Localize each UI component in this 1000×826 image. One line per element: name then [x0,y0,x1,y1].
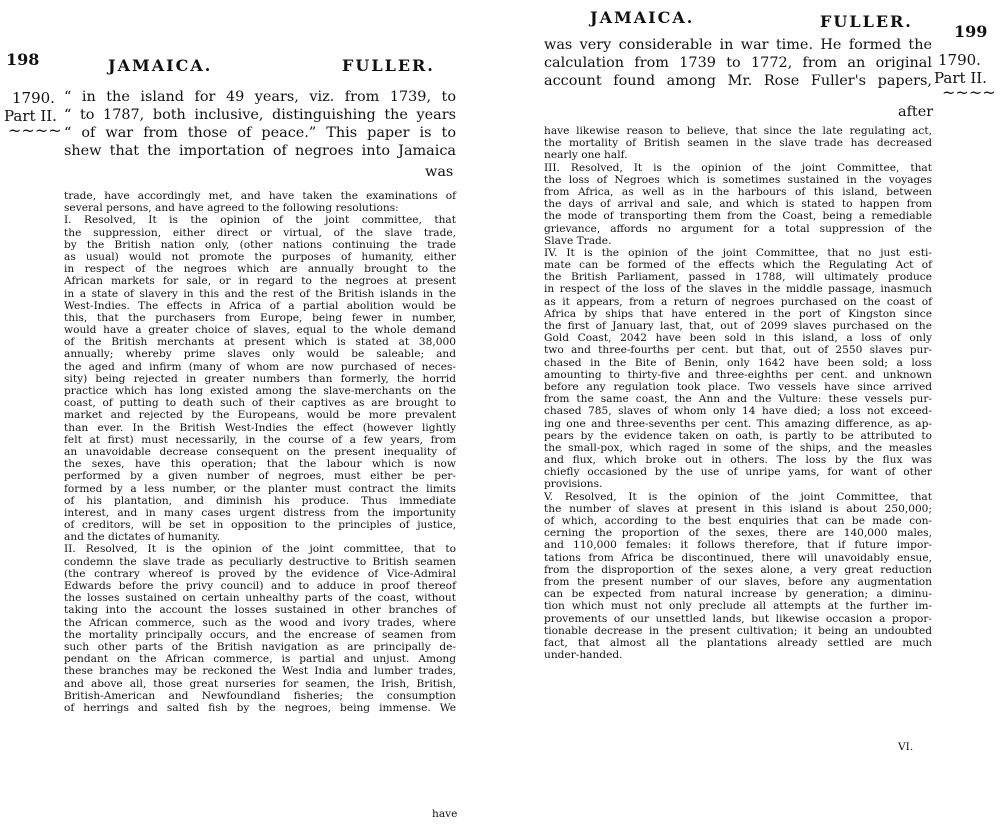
text-line: Slave Trade. [544,234,612,247]
large-text-block [64,88,456,160]
catchword-bottom: VI. [898,741,914,753]
text-line: pendant on the African commerce, is partial and unjust. Among [64,653,456,666]
text-line: from the same coast, the Ann and the Vulture: these vessels pur- [544,393,932,406]
text-line: Africa by ships that have entered in the port of Kingston since [544,307,932,320]
text-line: the sexes, have this operation; that the labour which is now [64,458,456,471]
text-line: tations from Africa be discontinued, there will unavoidably ensue, [544,551,932,564]
text-line: IV. It is the opinion of the joint Committee, that no just esti- [544,246,932,259]
text-line: calculation from 1739 to 1772, from an original [544,55,932,71]
text-line: sity) being rejected in greater numbers than formerly, the horrid [64,372,456,385]
text-line: coast, of putting to death such of their captives as are brought to [64,397,456,410]
text-line: fact, that almost all the plantations already settled are much [544,636,932,649]
text-line: trade, have accordingly met, and have taken the examinations of [64,190,456,202]
text-line: grievance, affords no argument for a total suppression of the [544,222,932,235]
text-line: of herrings and salted fish by the negroes, being immense. We [64,701,456,714]
running-header-left: JAMAICA. [590,8,695,27]
text-line: as it appears, from a return of negroes purchased on the coast of [544,295,932,308]
text-line: the African commerce, such as the wood and ivory trades, where [64,616,456,629]
catchword-top: after [898,104,934,120]
text-line: was very considerable in war time. He formed the [544,37,932,53]
text-line: in respect of the negroes which are annually brought to the [64,263,456,276]
text-line: such other parts of the British navigation as are principally de- [64,640,456,653]
text-line: and 110,000 females: it follows therefore, that if future impor- [544,539,932,552]
text-line: the mortality of British seamen in the slave trade has decreased [544,137,932,150]
margin-flourish: ~~~~ [942,83,996,102]
text-line: chased in the Bite of Benin, only 1642 have been sold; a loss [544,356,932,369]
text-line: ing one and three-sevenths per cent. This amazing difference, as ap- [544,417,932,430]
text-line: the mortality principally occurs, and the encrease of seamen from [64,628,456,641]
resolutions-text [64,190,456,714]
text-line: II. Resolved, It is the opinion of the joint committee, that to [64,543,456,556]
text-line: provements of our unsettled lands, but likewise occasion a propor- [544,612,932,625]
text-line: “ of war from those of peace.” This paper is to [64,125,456,141]
text-line: of which, according to the best enquiries that can be made con- [544,515,932,527]
margin-part: Part II. [934,69,987,87]
text-line: “ to 1787, both inclusive, distinguishing the years [64,107,456,123]
text-line: of the British merchants at present which is stated at 38,000 [64,336,456,349]
catchword-bottom: have [432,808,458,820]
text-line: III. Resolved, It is the opinion of the joint Committee, that [544,161,932,174]
text-line: pears by the evidence taken on oath, is partly to be attributed to [544,429,932,442]
text-line: account found among Mr. Rose Fuller's papers, [544,73,932,89]
text-line: in respect of the loss of the slaves in the middle passage, inasmuch [544,283,932,296]
text-line: market and rejected by the Europeans, would be more prevalent [64,409,456,422]
text-line: shew that the importation of negroes into Jamaica [64,143,456,159]
running-header-right: FULLER. [820,12,913,31]
text-line: before any regulation took place. Two vessels have since arrived [544,380,932,393]
text-line: the first of January last, that, out of 2099 slaves purchased on the [544,320,932,332]
text-line: two and three-fourths per cent. but that, out of 2550 slaves pur- [544,344,932,357]
margin-flourish: ~~~~ [8,121,62,140]
text-line: the mode of transporting them from the Coast, being a remediable [544,210,932,223]
text-line: Gold Coast, 2042 have been sold in this island, a loss of only [544,332,932,345]
left-page [0,0,496,826]
text-line: taking into the account the losses sustained in other branches of [64,604,456,617]
text-line: British-American and Newfoundland fisheries; the consumption [64,689,456,702]
text-line: condemn the slave trade as peculiarly destructive to British seamen [64,555,456,568]
text-line: by the British nation only, (other nations continuing the trade [64,238,456,251]
text-line: from Africa, as well as in the harbours of this island, between [544,185,932,198]
text-line: tionable decrease in the present cultivation; it being an undoubted [544,624,932,637]
text-line: felt at first) must necessarily, in the course of a few years, from [64,433,456,446]
text-line: than ever. In the British West-Indies the effect (however lightly [64,421,456,434]
text-line: chiefly occasioned by the use of unripe yams, for want of other [544,466,932,479]
text-line: chased 785, slaves of whom only 14 have died; a loss not exceed- [544,405,932,418]
text-line: I. Resolved, It is the opinion of the joint committee, that [64,214,456,227]
text-line: the number of slaves at present in this island is about 250,000; [544,502,932,515]
text-line: of his plantation, and diminish his produce. Thus immediate [64,494,456,507]
right-page [506,0,1000,826]
text-line: (the contrary whereof is proved by the evidence of Vice-Admiral [64,567,456,580]
text-line: the loss of Negroes which is sometimes sustained in the voyages [544,173,932,186]
text-line: provisions. [544,478,603,491]
margin-year: 1790. [938,51,981,69]
text-line: and flux, which broke out in others. The loss by the flux was [544,454,932,467]
resolutions-text [544,125,932,661]
text-line: the small-pox, which raged in some of the ships, and the measles [544,441,932,454]
text-line: can be expected from natural increase by generation; a diminu- [544,588,932,601]
text-line: the aged and infirm (many of whom are now purchased of neces- [64,360,456,373]
text-line: the losses sustained on certain unhealthy parts of the coast, without [64,592,456,605]
text-line: interest, and in many cases urgent distress from the importunity [64,506,456,519]
text-line: amounting to thirty-five and three-eighths per cent. and unknown [544,368,932,381]
text-line: several persons, and have agreed to the following resolutions: [64,202,399,215]
text-line: “ in the island for 49 years, viz. from 1739, to [64,89,456,105]
text-line: would have a greater choice of slaves, equal to the whole demand [64,324,456,337]
margin-year: 1790. [12,89,55,107]
text-line: Edwards before the privy council) and to adduce in proof thereof [64,580,456,592]
text-line: West-Indies. The effects in Africa of a partial abolition would be [64,299,456,312]
running-header-left: JAMAICA. [108,56,213,75]
text-line: African markets for sale, or in regard to the negroes at present [64,275,456,288]
text-line: the days of arrival and sale, and which is stated to happen from [544,198,932,211]
text-line: tion which must not only preclude all attempts at the further im- [544,600,932,613]
text-line: V. Resolved, It is the opinion of the joint Committee, that [544,490,932,503]
text-line: in a state of slavery in this and the rest of the British islands in the [64,287,456,300]
text-line: from the disproportion of the sexes alone, a very great reduction [544,563,932,576]
text-line: this, that the purchasers from Europe, being fewer in number, [64,311,456,324]
text-line: cerning the proportion of the sexes, there are 140,000 males, [544,527,932,540]
text-line: and above all, those great nurseries for seamen, the Irish, British, [64,677,456,690]
large-text-block [544,36,932,90]
page-number: 198 [6,50,40,69]
text-line: the suppression, either direct or virtual, of the slave trade, [64,226,456,239]
text-line: from the present number of our slaves, before any augmentation [544,575,932,588]
catchword-top: was [425,164,454,180]
text-line: of creditors, will be set in opposition to the principles of justice, [64,519,456,532]
text-line: the British Parliament, passed in 1788, will ultimately produce [544,271,932,284]
text-line: formed by a less number, or the planter must contract the limits [64,482,456,495]
text-line: and the dictates of humanity. [64,531,221,544]
text-line: practice which has long existed among the slave-merchants on the [64,385,456,397]
text-line: as usual) would not promote the purposes of humanity, either [64,250,456,263]
text-line: mate can be formed of the effects which the Regulating Act of [544,259,932,272]
page-number: 199 [954,22,988,41]
text-line: an unavoidable decrease consequent on the present inequality of [64,445,456,458]
text-line: nearly one half. [544,149,628,162]
text-line: annually; whereby prime slaves only would be saleable; and [64,348,456,361]
text-line: under-handed. [544,649,623,662]
text-line: these branches may be reckoned the West India and lumber trades, [64,665,456,678]
margin-part: Part II. [4,107,57,125]
text-line: performed by a given number of negroes, must either be per- [64,470,456,483]
running-header-right: FULLER. [342,56,435,75]
text-line: have likewise reason to believe, that since the late regulating act, [544,125,932,137]
